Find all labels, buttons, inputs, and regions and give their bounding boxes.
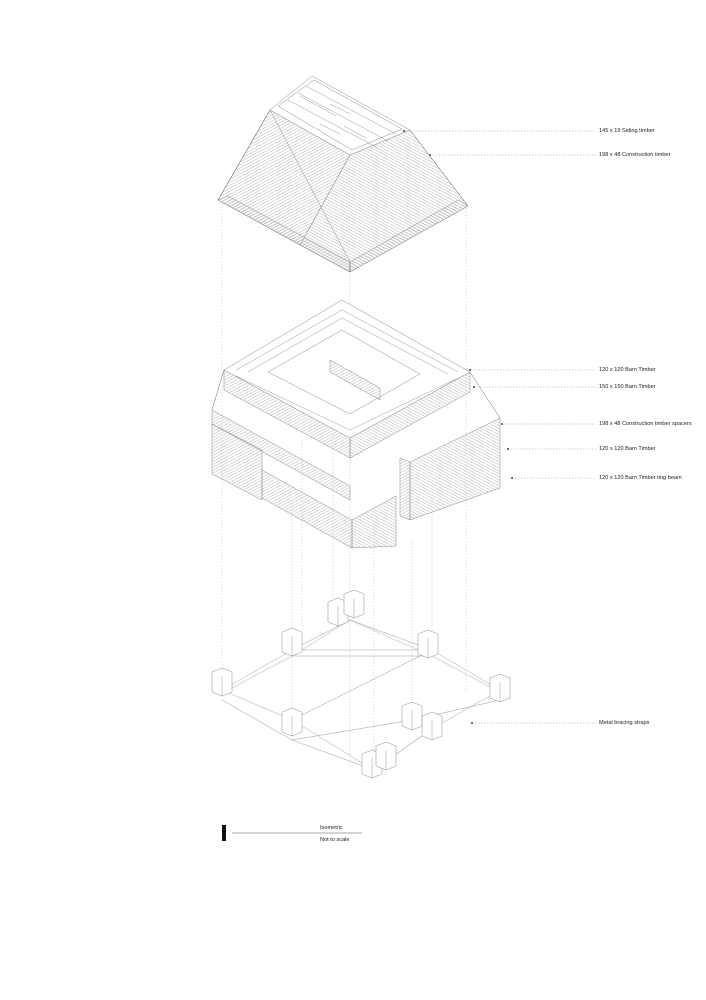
- annotation-construction-timber: 198 x 48 Construction timber: [599, 152, 671, 158]
- annotation-barn-timber-120-top: 120 x 120 Barn Timber: [599, 367, 656, 373]
- annotation-metal-bracing-straps: Metal bracing straps: [599, 720, 650, 726]
- pier-blocks: [212, 590, 510, 778]
- annotation-barn-timber-120-lower: 120 x 120 Barn Timber: [599, 446, 656, 452]
- annotation-construction-timber-spacers: 198 x 48 Construction timber spacers: [599, 421, 692, 427]
- legend-view-label: Isometric: [320, 825, 343, 831]
- timber-ring-module: [212, 300, 500, 548]
- annotation-barn-timber-150: 150 x 150 Barn Timber: [599, 384, 656, 390]
- legend-scale-label: Not to scale: [320, 837, 350, 843]
- roof-module: [218, 76, 468, 272]
- annotation-siding-timber: 145 x 19 Siding timber: [599, 128, 655, 134]
- foundation-module: [222, 620, 500, 770]
- annotation-tie-beam: 120 x 120 Barn Timber ting beam: [599, 475, 682, 481]
